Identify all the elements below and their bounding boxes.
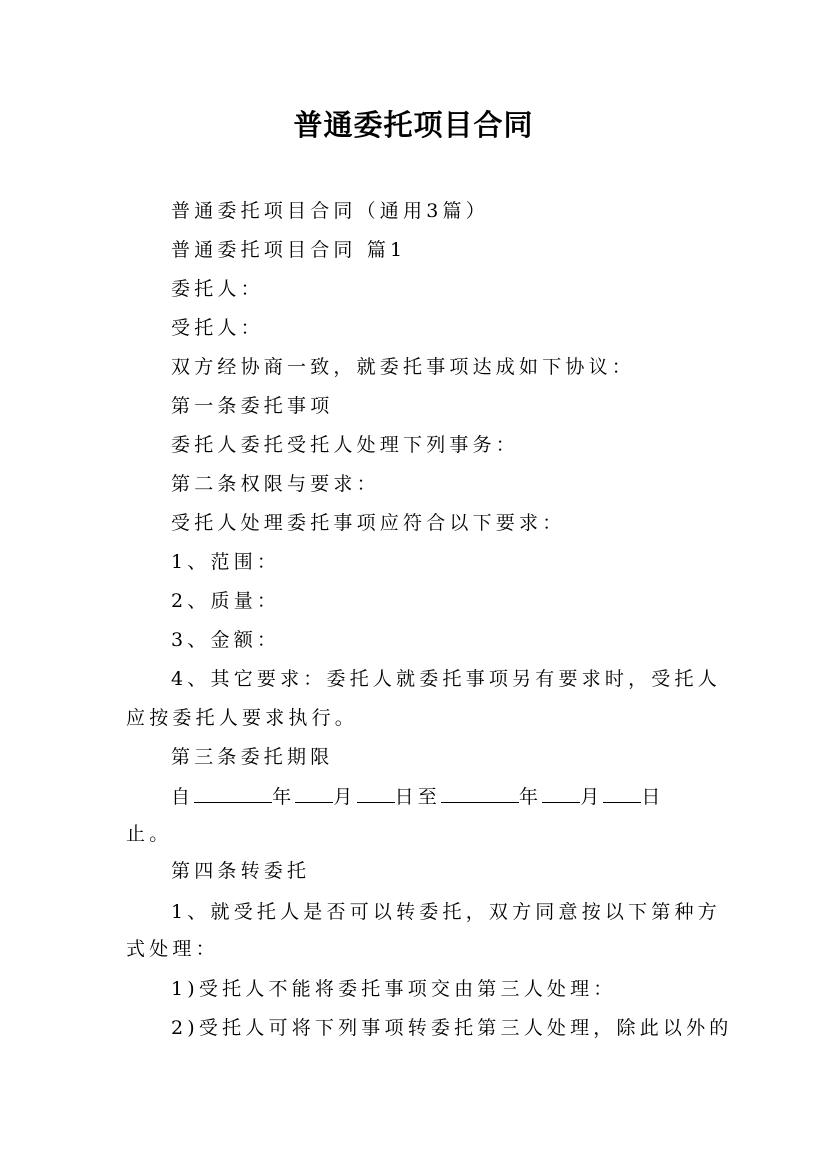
term-end-line: 止。 bbox=[126, 823, 173, 845]
subcontract-clause: 1、就受托人是否可以转委托，双方同意按以下第种方 bbox=[171, 901, 721, 923]
agent-line: 受托人： bbox=[171, 317, 264, 339]
requirement-quality: 2、质量： bbox=[171, 590, 281, 612]
subcontract-clause-cont: 式处理： bbox=[126, 938, 219, 960]
blank-year-2 bbox=[441, 784, 519, 803]
article-2-body: 受托人处理委托事项应符合以下要求： bbox=[171, 512, 566, 534]
term-year-2: 年 bbox=[519, 786, 543, 808]
term-year-1: 年 bbox=[272, 786, 296, 808]
document-title: 普通委托项目合同 bbox=[293, 108, 534, 142]
requirement-other-cont: 应按委托人要求执行。 bbox=[126, 707, 359, 729]
term-month-1: 月 bbox=[333, 786, 357, 808]
term-from: 自 bbox=[171, 786, 195, 808]
section-heading: 普通委托项目合同 篇1 bbox=[171, 239, 407, 261]
subcontract-option-1: 1)受托人不能将委托事项交由第三人处理： bbox=[171, 978, 617, 1000]
requirement-amount: 3、金额： bbox=[171, 629, 281, 651]
requirement-other: 4、其它要求：委托人就委托事项另有要求时，受托人 bbox=[171, 668, 721, 690]
blank-year-1 bbox=[194, 784, 272, 803]
blank-month-2 bbox=[542, 784, 580, 803]
agreement-intro: 双方经协商一致，就委托事项达成如下协议： bbox=[171, 356, 636, 378]
article-1-heading: 第一条委托事项 bbox=[171, 395, 334, 417]
blank-month-1 bbox=[295, 784, 333, 803]
blank-day-1 bbox=[357, 784, 395, 803]
blank-day-2 bbox=[603, 784, 641, 803]
requirement-scope: 1、范围： bbox=[171, 551, 281, 573]
principal-line: 委托人： bbox=[171, 278, 264, 300]
article-2-heading: 第二条权限与要求： bbox=[171, 473, 380, 495]
term-day-end: 日 bbox=[641, 786, 665, 808]
article-4-heading: 第四条转委托 bbox=[171, 860, 311, 882]
article-3-heading: 第三条委托期限 bbox=[171, 746, 334, 768]
term-day-to: 日至 bbox=[394, 786, 442, 808]
term-month-2: 月 bbox=[580, 786, 604, 808]
term-period-line bbox=[171, 784, 665, 810]
subcontract-option-2: 2)受托人可将下列事项转委托第三人处理，除此以外的 bbox=[171, 1017, 733, 1039]
article-1-body: 委托人委托受托人处理下列事务： bbox=[171, 434, 520, 456]
subtitle-line: 普通委托项目合同（通用3篇） bbox=[171, 200, 489, 222]
